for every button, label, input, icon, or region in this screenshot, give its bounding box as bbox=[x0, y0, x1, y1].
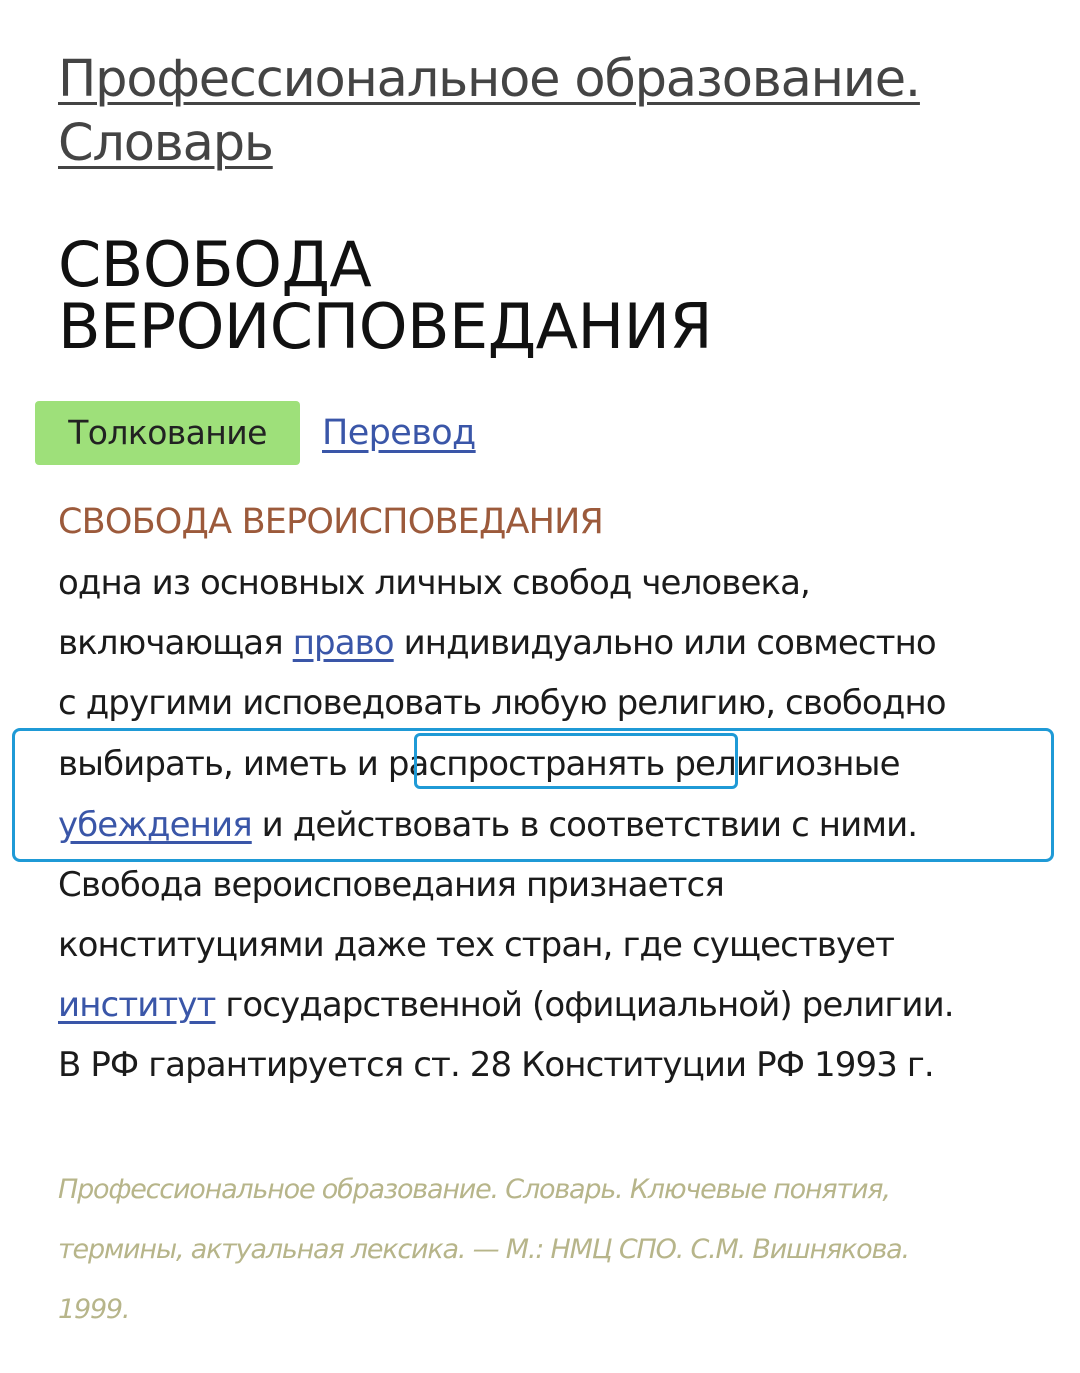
source-citation bbox=[58, 1160, 1048, 1340]
link-institut[interactable]: институт bbox=[58, 985, 216, 1025]
definition-text: Свобода вероисповедания признается bbox=[58, 865, 724, 905]
tab-interpretation[interactable]: Толкование bbox=[35, 401, 300, 465]
definition-text: конституциями даже тех стран, где существует bbox=[58, 925, 895, 965]
definition-line bbox=[58, 1035, 1068, 1095]
definition-text: индивидуально или совместно bbox=[393, 623, 936, 663]
definition-text: выбирать, иметь и bbox=[58, 744, 388, 784]
definition-line bbox=[58, 915, 1068, 975]
dictionary-title-link[interactable] bbox=[58, 48, 1018, 176]
source-line-2: термины, актуальная лексика. — М.: НМЦ СПО. С.М. Вишнякова. bbox=[58, 1234, 909, 1265]
definition-text: и действовать в соответствии с ними. bbox=[251, 805, 918, 845]
definition-text: с другими исповедовать любую религию, свободно bbox=[58, 683, 946, 723]
definition-text: В РФ гарантируется ст. 28 Конституции РФ 1993 г. bbox=[58, 1045, 934, 1085]
highlight-box-word bbox=[414, 733, 738, 789]
link-ubezhdeniya[interactable]: убеждения bbox=[58, 805, 252, 845]
definition-text: включающая bbox=[58, 623, 293, 663]
headword-line-2: ВЕРОИСПОВЕДАНИЯ bbox=[58, 290, 713, 363]
definition-line bbox=[58, 975, 1068, 1035]
link-pravo[interactable]: право bbox=[292, 623, 394, 663]
headword-line-1: СВОБОДА bbox=[58, 228, 372, 301]
highlighted-word: распространять bbox=[387, 744, 665, 784]
definition-line bbox=[58, 673, 1068, 733]
headword-title bbox=[58, 228, 1038, 363]
definition-line bbox=[58, 553, 1068, 613]
source-line-3: 1999. bbox=[58, 1294, 130, 1325]
dictionary-title-line-2[interactable]: Словарь bbox=[58, 114, 273, 173]
definition-text: одна из основных личных свобод человека, bbox=[58, 563, 810, 603]
entry-term: СВОБОДА ВЕРОИСПОВЕДАНИЯ bbox=[58, 502, 604, 542]
definition-text: государственной (официальной) религии. bbox=[215, 985, 954, 1025]
definition-text: религиозные bbox=[664, 744, 900, 784]
dictionary-title-line-1[interactable]: Профессиональное образование. bbox=[58, 50, 920, 109]
definition-line bbox=[58, 855, 1068, 915]
tab-translation-link[interactable]: Перевод bbox=[322, 413, 476, 453]
source-line-1: Профессиональное образование. Словарь. Ключевые понятия, bbox=[58, 1174, 890, 1205]
definition-line bbox=[58, 613, 1068, 673]
